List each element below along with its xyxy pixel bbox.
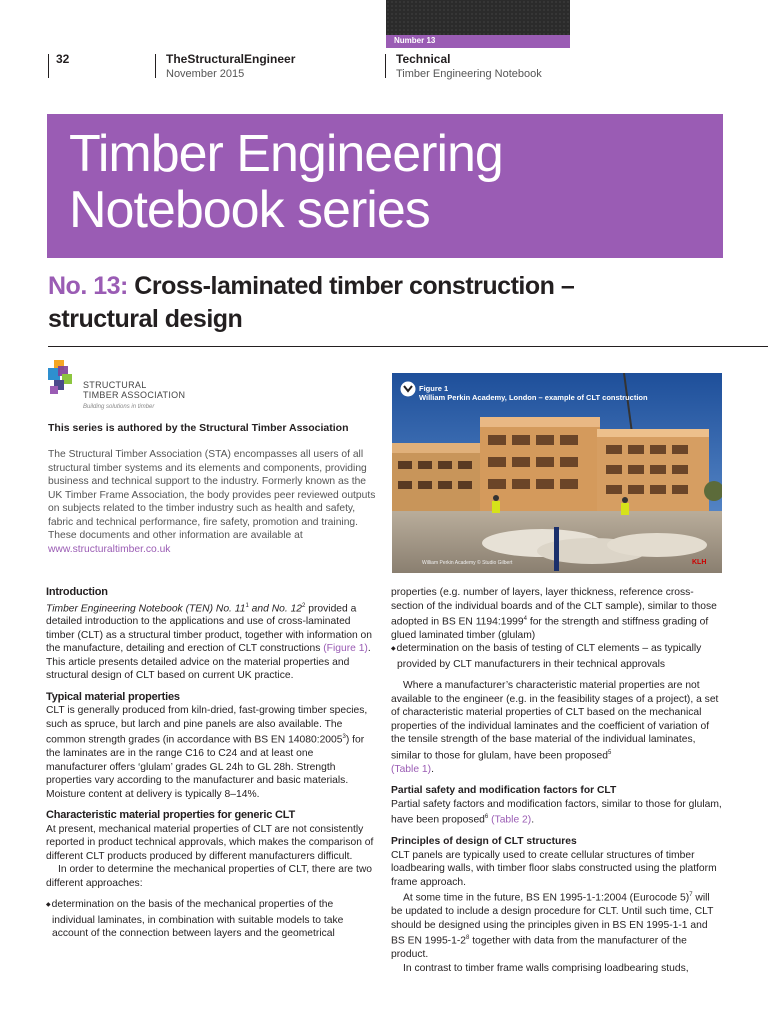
series-banner (47, 114, 723, 258)
bullet-item: ◆ determination on the basis of testing of CLT elements – as typically provided by CLT manufacturers in their technical approvals (391, 642, 723, 671)
figure-badge-icon (400, 381, 416, 397)
where-paragraph: Where a manufacturer’s characteristic material properties are not available to the engineer (e.g. in the feasibility stages of a project), a set of characteristic material properties of CLT based on the mechanical properties of the individual laminates and the coefficient of variation of the tensile strength of the base material of the individual laminates, similar to those for glulam, have been proposed$^5$ (Table 1). (391, 680, 719, 775)
char-paragraph-2: In order to determine the mechanical properties of CLT, there are two different approaches: (46, 864, 373, 889)
continued-paragraph: properties (e.g. number of layers, layer thickness, reference cross-section of the individual boards and of the CLT sample), similar to those adopted in BS EN 1194:1999$^4$ for the strength and stiffness grading of glued laminated timber (glulam) (391, 587, 717, 641)
issue-number-tab (386, 35, 570, 48)
heading-principles-of-design: Principles of design of CLT structures (391, 836, 577, 848)
issue-tab-pattern (386, 0, 570, 35)
sta-logo-tagline: Building solutions in timber (83, 404, 155, 410)
header-divider (155, 54, 156, 78)
figure-caption-text: William Perkin Academy, London – example of CLT construction (419, 393, 648, 402)
sta-logo-mark-icon (48, 360, 82, 398)
article-title: No. 13: Cross-laminated timber construction – structural design (48, 272, 575, 333)
heading-characteristic-properties: Characteristic material properties for generic CLT (46, 809, 295, 822)
section-name: Technical (396, 52, 451, 66)
bullet-item: ◆ determination on the basis of the mechanical properties of the individual laminates, in combination with suitable models to take account of the connection between layers and the geometrical (46, 898, 376, 941)
article-number: No. 13: (48, 272, 128, 300)
heading-partial-safety: Partial safety and modification factors for CLT (391, 785, 617, 797)
issue-date: November 2015 (166, 68, 245, 80)
header-divider (48, 54, 49, 78)
psf-paragraph: Partial safety factors and modification factors, similar to those for glulam, have been proposed$^6$ (Table 2). (391, 798, 722, 826)
author-note: This series is authored by the Structural Timber Association (48, 422, 349, 434)
table-2-ref-link[interactable]: (Table 2) (491, 814, 532, 826)
subsection-name: Timber Engineering Notebook (396, 68, 542, 80)
char-paragraph-1: At present, mechanical material properties of CLT are not consistently reported in product technical approvals, which makes the comparison of different CLT products produced by different manufacturers difficult. (46, 823, 374, 862)
principles-paragraph-1: CLT panels are typically used to create cellular structures of timber loadbearing walls, with timber floor slabs constructed using the platform frame approach. (391, 849, 717, 888)
principles-paragraph-3: In contrast to timber frame walls comprising loadbearing studs, (403, 962, 689, 974)
header-divider (385, 54, 386, 78)
clt-building-photo (392, 373, 722, 573)
sta-logo-text: STRUCTURAL TIMBER ASSOCIATION (83, 380, 186, 400)
heading-typical-material-properties: Typical material properties (46, 690, 180, 703)
intro-paragraph: Timber Engineering Notebook (TEN) No. $11^1$ and No. $12^2$ provided a detailed introduction to the applications and use of cross-laminated timber (CLT) as a structural timber product, together with information on the manufacture, detailing and erection of CLT constructions (Figure 1). This article presents detailed advice on the material properties and structural design of CLT based on current UK practice. (46, 602, 373, 682)
sta-website-link[interactable]: www.structuraltimber.co.uk (48, 543, 171, 555)
figure-credit: William Perkin Academy © Studio Gilbert (422, 560, 513, 566)
figure-number: Figure 1 (419, 384, 449, 393)
right-column (391, 586, 723, 975)
principles-paragraph-2: At some time in the future, BS EN 1995-1-1:2004 (Eurocode 5)$^7$ will be updated to include a design procedure for CLT. Until such time, CLT should be designed using the principles given in BS EN 1995-1-1 and BS EN $1995-1-2^8$ together with data from the manufacturer of the product. (391, 892, 714, 961)
klh-logo: KLH (692, 559, 707, 566)
sta-description: The Structural Timber Association (STA) encompasses all users of all structural timber systems and its elements and components, providing business and technical support to the industry. Formerly known as the UK Timber Frame Association, the body provides peer reviewed outputs on subjects related to the timber industry such as health and safety, fabric and technical performance, fire safety, promotion and training. These documents and other information are available at www.structuraltimber.co.uk (48, 449, 376, 555)
page-number: 32 (56, 52, 70, 66)
sta-logo (48, 360, 198, 414)
issue-number-label: Number 13 (394, 36, 436, 45)
magazine-name: TheStructuralEngineer (166, 52, 296, 66)
left-column (46, 586, 376, 941)
heading-introduction: Introduction (46, 586, 108, 598)
figure-1-photo (392, 373, 722, 573)
typical-paragraph: CLT is generally produced from kiln-dried, fast-growing timber species, such as spruce, but larch and pine panels are also available. The common strength grades (in accordance with BS EN 14080:2005$^3$) for the laminates are in the range C16 to C24 and at least one manufacturer offers ‘glulam’ grades GL 24h to GL 28h. Strength properties vary according to the manufacturer and basic materials. Moisture content at delivery is typically 8–14%. (46, 705, 368, 800)
page-header (0, 52, 768, 88)
series-title: Timber Engineering Notebook series (69, 125, 503, 239)
title-divider (48, 346, 768, 347)
table-1-ref-link[interactable]: (Table 1) (391, 763, 432, 775)
figure-1-ref-link[interactable]: (Figure 1) (323, 643, 368, 655)
